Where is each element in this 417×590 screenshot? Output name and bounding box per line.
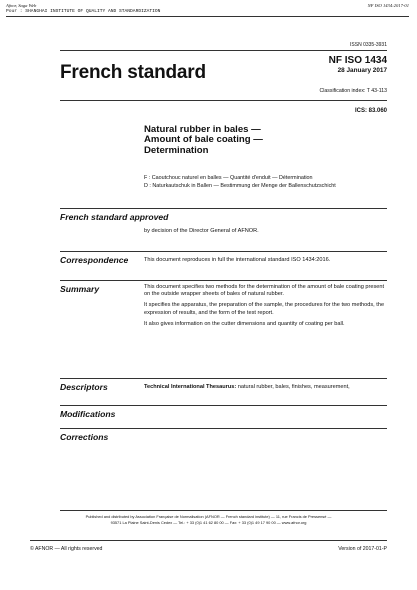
summary-heading: Summary	[60, 284, 100, 294]
corrections-heading: Corrections	[60, 432, 109, 442]
header-divider	[6, 16, 409, 17]
footer-bottom-rule	[30, 540, 387, 541]
approved-heading: French standard approved	[60, 212, 169, 222]
header-source: Afnor, Saga Web	[6, 3, 37, 8]
descriptors-heading: Descriptors	[60, 382, 108, 392]
rule-modifications	[60, 405, 387, 406]
title-line-2: Amount of bale coating —	[144, 134, 263, 146]
header-doc-ref: NF ISO 1434:2017-01	[367, 3, 409, 8]
summary-text	[144, 284, 388, 332]
rule-approved	[60, 208, 387, 209]
rule-descriptors	[60, 378, 387, 379]
correspondence-heading: Correspondence	[60, 255, 129, 265]
document-title	[144, 125, 263, 156]
rule-summary	[60, 280, 387, 281]
ics-code: ICS: 83.060	[354, 108, 387, 114]
rule-corrections	[60, 428, 387, 429]
summary-paragraph-1: This document specifies two methods for the determination of the amount of bale coating present on the outside wrapper sheets of bales of natural rubber.	[144, 284, 385, 298]
descriptors-list: natural rubber, bales, finishes, measurement,	[236, 384, 350, 390]
top-rule	[60, 50, 387, 51]
descriptors-label: Technical International Thesaurus:	[144, 384, 237, 390]
publisher-line-2: 93571 La Plaine Saint-Denis Cedex — Tel.: + 33 (0)1 41 62 80 00 — Fax: + 33 (0)1 49 17 90 00 — www.afnor.org	[110, 520, 307, 525]
descriptors-text	[144, 384, 388, 391]
publisher-info	[0, 514, 417, 526]
footer-rule	[60, 510, 387, 511]
translation-fr: F : Caoutchouc naturel en balles — Quantité d'enduit — Détermination	[144, 175, 313, 181]
document-type: French standard	[60, 62, 206, 83]
rule-correspondence	[60, 251, 387, 252]
publication-date: 28 January 2017	[337, 67, 387, 74]
classification-index: Classification index: T 43-113	[319, 88, 387, 94]
issn: ISSN 0335-3931	[350, 42, 387, 48]
summary-paragraph-3: It also gives information on the cutter dimensions and quantity of coating per ball.	[144, 320, 345, 327]
correspondence-text: This document reproduces in full the international standard ISO 1434:2016.	[144, 257, 331, 263]
copyright: © AFNOR — All rights reserved	[30, 546, 103, 552]
title-translations	[144, 175, 336, 190]
rule-after-header	[60, 100, 387, 101]
standard-id: NF ISO 1434	[328, 55, 387, 66]
summary-paragraph-2: It specifies the apparatus, the preparation of the sample, the procedures for the two methods, the expression of results, and the form of the test report.	[144, 302, 385, 316]
header-recipient: Pour : SHANGHAI INSTITUTE OF QUALITY AND STANDARDIZATION	[6, 9, 161, 14]
translation-de: D : Naturkautschuk in Ballen — Bestimmung der Menge der Ballenschutzschicht	[144, 182, 336, 189]
version: Version of 2017-01-P	[338, 546, 387, 552]
approved-text: by decision of the Director General of AFNOR.	[144, 228, 259, 234]
title-line-3: Determination	[144, 144, 209, 156]
publisher-line-1: Published and distributed by Association Française de Normalisation (AFNOR — French standard institute) — 11, rue Francis de Pressensé —	[85, 514, 332, 519]
modifications-heading: Modifications	[60, 409, 116, 419]
title-line-1: Natural rubber in bales —	[144, 124, 261, 135]
